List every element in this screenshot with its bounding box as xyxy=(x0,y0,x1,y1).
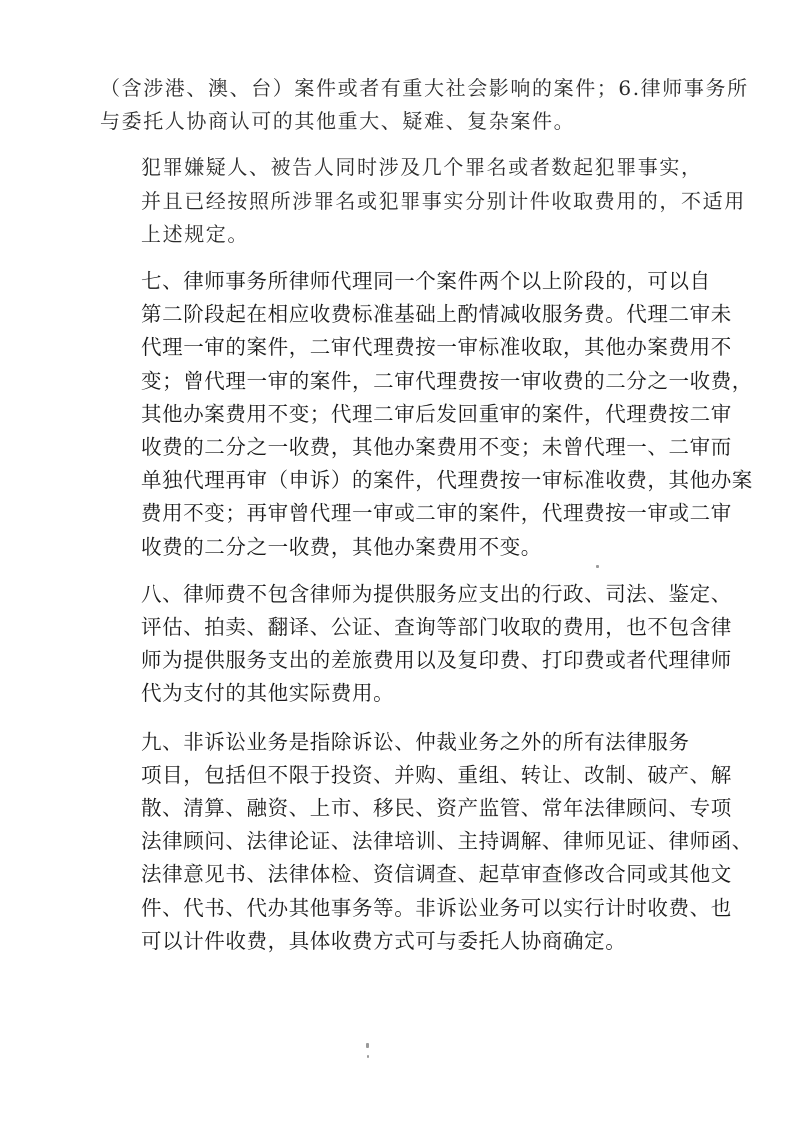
text-line: 项目，包括但不限于投资、并购、重组、转让、改制、破产、解 xyxy=(141,762,732,787)
text-line: 法律意见书、法律体检、资信调查、起草审查修改合同或其他文 xyxy=(141,862,732,887)
paragraph-section-eight xyxy=(100,578,732,711)
text-line: 犯罪嫌疑人、被告人同时涉及几个罪名或者数起犯罪事实， xyxy=(141,155,703,180)
text-line: 与委托人协商认可的其他重大、疑难、复杂案件。 xyxy=(100,109,576,134)
text-line: 代理一审的案件，二审代理费按一审标准收取，其他办案费用不 xyxy=(141,335,732,360)
text-line: 并且已经按照所涉罪名或犯罪事实分别计件收取费用的，不适用 xyxy=(141,188,746,213)
text-line: 其他办案费用不变；代理二审后发回重审的案件，代理费按二审 xyxy=(141,401,732,426)
text-line: 可以计件收费，具体收费方式可与委托人协商确定。 xyxy=(141,928,627,953)
text-line: 单独代理再审（申诉）的案件，代理费按一审标准收费，其他办案 xyxy=(141,468,753,493)
scan-speck xyxy=(367,1055,369,1058)
paragraph-section-seven xyxy=(100,265,753,564)
text-line: 件、代书、代办其他事务等。非诉讼业务可以实行计时收费、也 xyxy=(141,895,732,920)
text-line: 八、律师费不包含律师为提供服务应支出的行政、司法、鉴定、 xyxy=(141,581,732,606)
document-page xyxy=(100,72,753,958)
text-line: 费用不变；再审曾代理一审或二审的案件，代理费按一审或二审 xyxy=(141,501,732,526)
text-line: 师为提供服务支出的差旅费用以及复印费、打印费或者代理律师 xyxy=(141,648,732,673)
scan-speck xyxy=(366,1043,369,1048)
text-line: 七、律师事务所律师代理同一个案件两个以上阶段的，可以自 xyxy=(141,269,711,294)
text-line: 第二阶段起在相应收费标准基础上酌情减收服务费。代理二审未 xyxy=(141,302,732,327)
text-line: （含涉港、澳、台）案件或者有重大社会影响的案件；6.律师事务所 xyxy=(100,76,749,100)
paragraph-section-nine xyxy=(100,726,753,958)
text-line: 九、非诉讼业务是指除诉讼、仲裁业务之外的所有法律服务 xyxy=(141,729,690,754)
text-line: 法律顾问、法律论证、法律培训、主持调解、律师见证、律师函、 xyxy=(141,829,753,854)
text-line: 变；曾代理一审的案件，二审代理费按一审收费的二分之一收费， xyxy=(141,368,753,393)
text-line: 收费的二分之一收费，其他办案费用不变；未曾代理一、二审而 xyxy=(141,435,732,460)
text-line: 代为支付的其他实际费用。 xyxy=(141,681,395,706)
paragraph-continued-case-list xyxy=(100,72,749,138)
scan-speck xyxy=(596,565,599,568)
text-line: 上述规定。 xyxy=(141,221,249,246)
paragraph-multiple-charges xyxy=(100,151,746,251)
text-line: 收费的二分之一收费，其他办案费用不变。 xyxy=(141,534,542,559)
text-line: 评估、拍卖、翻译、公证、查询等部门收取的费用，也不包含律 xyxy=(141,615,732,640)
text-line: 散、清算、融资、上市、移民、资产监管、常年法律顾问、专项 xyxy=(141,796,732,821)
